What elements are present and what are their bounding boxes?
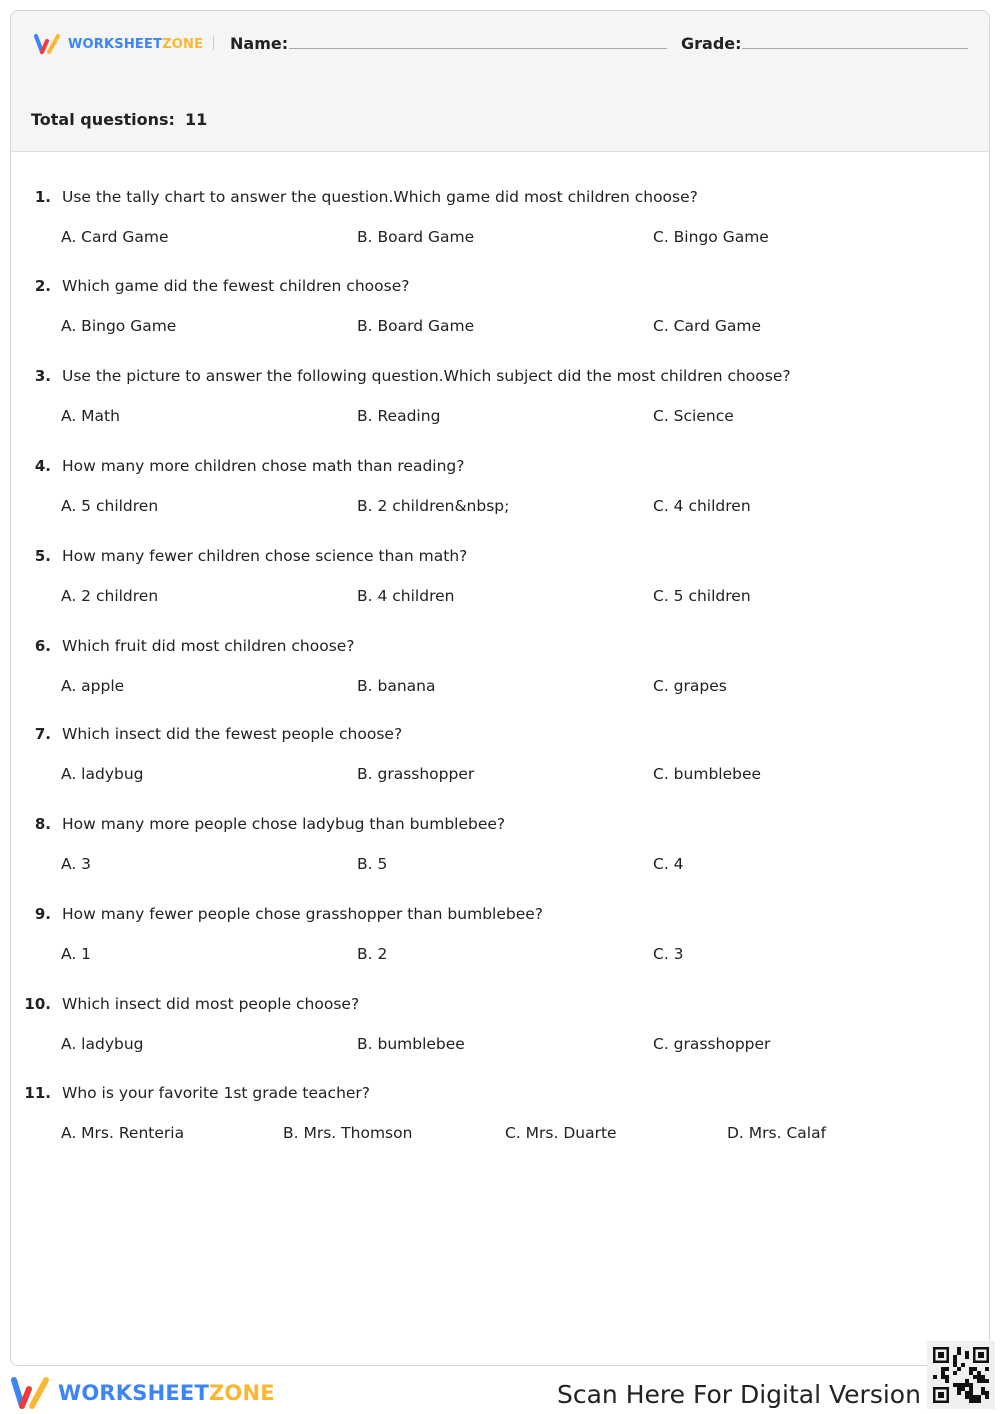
question-text: Who is your favorite 1st grade teacher?: [62, 1084, 371, 1102]
answer-option[interactable]: A. Card Game: [61, 228, 169, 246]
worksheet-card: [10, 10, 990, 1366]
answer-option[interactable]: B. 2: [357, 945, 388, 963]
question-text: Which insect did the fewest people choose?: [62, 725, 403, 743]
question-text: Which insect did most people choose?: [62, 995, 360, 1013]
answer-option[interactable]: C. Bingo Game: [653, 228, 769, 246]
answer-option[interactable]: C. grapes: [653, 677, 727, 695]
question-number: 4.: [34, 457, 51, 475]
worksheet-zone-logo-icon: [10, 1376, 52, 1410]
answer-option[interactable]: A. 5 children: [61, 497, 159, 515]
brand-name: [68, 37, 203, 52]
question-text: How many fewer children chose science than math?: [62, 547, 468, 565]
question-text: Which game did the fewest children choose?: [62, 277, 410, 295]
name-field[interactable]: [289, 48, 667, 49]
question-number: 6.: [34, 637, 51, 655]
worksheet-zone-logo-icon: [33, 33, 63, 55]
answer-option[interactable]: B. 2 children&nbsp;: [357, 497, 510, 515]
answer-option[interactable]: C. Science: [653, 407, 734, 425]
answer-option[interactable]: A. 2 children: [61, 587, 159, 605]
brand-word-2: ZONE: [162, 36, 204, 52]
name-label: Name:: [230, 34, 289, 53]
answer-option[interactable]: C. 4: [653, 855, 684, 873]
answer-option[interactable]: C. Card Game: [653, 317, 762, 335]
answer-option[interactable]: C. 4 children: [653, 497, 751, 515]
question-text: Use the tally chart to answer the question.Which game did most children choose?: [62, 188, 698, 206]
grade-label: Grade:: [681, 34, 742, 53]
question-number: 7.: [34, 725, 51, 743]
question-text: How many more children chose math than reading?: [62, 457, 465, 475]
answer-option[interactable]: C. Mrs. Duarte: [505, 1124, 617, 1142]
answer-option[interactable]: C. 3: [653, 945, 684, 963]
answer-option[interactable]: D. Mrs. Calaf: [727, 1124, 827, 1142]
answer-option[interactable]: B. Board Game: [357, 317, 475, 335]
answer-option[interactable]: B. 4 children: [357, 587, 455, 605]
answer-option[interactable]: A. 3: [61, 855, 92, 873]
worksheet-header: [11, 11, 989, 152]
answer-option[interactable]: A. Mrs. Renteria: [61, 1124, 185, 1142]
answer-option[interactable]: B. banana: [357, 677, 436, 695]
answer-option[interactable]: A. ladybug: [61, 765, 144, 783]
brand-logo: [33, 33, 203, 55]
footer-brand-word-1: WORKSHEET: [58, 1381, 209, 1405]
answer-option[interactable]: A. Bingo Game: [61, 317, 177, 335]
footer-logo: [10, 1376, 275, 1410]
answer-option[interactable]: B. 5: [357, 855, 388, 873]
total-questions-label: Total questions:: [31, 110, 175, 129]
answer-option[interactable]: C. 5 children: [653, 587, 751, 605]
answer-option[interactable]: A. 1: [61, 945, 92, 963]
question-number: 2.: [34, 277, 51, 295]
question-number: 3.: [34, 367, 51, 385]
scan-text: Scan Here For Digital Version: [557, 1380, 921, 1409]
answer-option[interactable]: B. grasshopper: [357, 765, 475, 783]
answer-option[interactable]: C. grasshopper: [653, 1035, 771, 1053]
question-number: 1.: [34, 188, 51, 206]
question-text: Use the picture to answer the following question.Which subject did the most children choose?: [62, 367, 791, 385]
qr-code-icon[interactable]: [927, 1341, 995, 1409]
answer-option[interactable]: A. Math: [61, 407, 120, 425]
question-number: 11.: [24, 1084, 51, 1102]
question-text: How many fewer people chose grasshopper than bumblebee?: [62, 905, 544, 923]
answer-option[interactable]: B. Mrs. Thomson: [283, 1124, 413, 1142]
question-number: 9.: [34, 905, 51, 923]
answer-option[interactable]: C. bumblebee: [653, 765, 762, 783]
answer-option[interactable]: B. Board Game: [357, 228, 475, 246]
question-text: Which fruit did most children choose?: [62, 637, 355, 655]
brand-word-1: WORKSHEET: [68, 36, 163, 52]
question-number: 10.: [24, 995, 51, 1013]
answer-option[interactable]: A. ladybug: [61, 1035, 144, 1053]
grade-field[interactable]: [742, 48, 968, 49]
footer-brand-word-2: ZONE: [208, 1381, 275, 1405]
answer-option[interactable]: B. Reading: [357, 407, 441, 425]
question-text: How many more people chose ladybug than bumblebee?: [62, 815, 506, 833]
question-number: 8.: [34, 815, 51, 833]
total-questions-value: 11: [184, 110, 208, 129]
answer-option[interactable]: A. apple: [61, 677, 125, 695]
divider: [213, 36, 214, 50]
question-number: 5.: [34, 547, 51, 565]
answer-option[interactable]: B. bumblebee: [357, 1035, 465, 1053]
total-questions: [31, 110, 207, 129]
